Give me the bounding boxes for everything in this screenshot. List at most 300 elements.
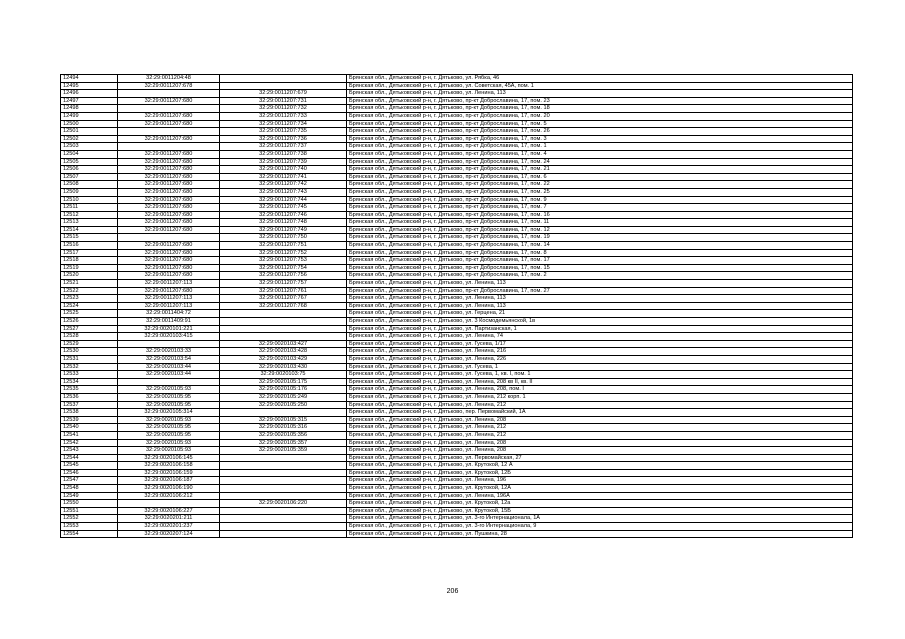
parcel-cadastral-number-cell: [118, 105, 220, 113]
table-row: [61, 477, 853, 485]
table-row: [61, 454, 853, 462]
address-cell: Брянская обл., Дятьковский р-н, г. Дятьково, ул. 3-го Интернационала, 1А: [347, 515, 853, 523]
address-cell: Брянская обл., Дятьковский р-н, г. Дятьково, пр-кт Доброславина, 17, пом. 4: [347, 150, 853, 158]
object-cadastral-number-cell: 32:29:0011207:748: [220, 219, 347, 227]
address-cell: Брянская обл., Дятьковский р-н, г. Дятьково, пр-кт Доброславина, 17, пом. 6: [347, 173, 853, 181]
address-cell: Брянская обл., Дятьковский р-н, г. Дятьково, пр-кт Доброславина, 17, пом. 27: [347, 287, 853, 295]
table-row: [61, 181, 853, 189]
table-row: [61, 325, 853, 333]
address-cell: Брянская обл., Дятьковский р-н, г. Дятьково, ул. Ленина, 208: [347, 447, 853, 455]
row-number-cell: 12551: [61, 507, 118, 515]
table-row: [61, 530, 853, 538]
parcel-cadastral-number-cell: [118, 143, 220, 151]
parcel-cadastral-number-cell: 32:29:0011207:680: [118, 173, 220, 181]
table-row: [61, 287, 853, 295]
object-cadastral-number-cell: 32:29:0011207:749: [220, 226, 347, 234]
row-number-cell: 12522: [61, 287, 118, 295]
parcel-cadastral-number-cell: 32:29:0011207:680: [118, 112, 220, 120]
table-row: [61, 196, 853, 204]
object-cadastral-number-cell: 32:29:0020105:359: [220, 447, 347, 455]
parcel-cadastral-number-cell: 32:29:0020103:33: [118, 348, 220, 356]
table-row: [61, 166, 853, 174]
address-cell: Брянская обл., Дятьковский р-н, г. Дятьково, ул. Гусева, 1: [347, 363, 853, 371]
object-cadastral-number-cell: [220, 318, 347, 326]
row-number-cell: 12535: [61, 386, 118, 394]
row-number-cell: 12532: [61, 363, 118, 371]
row-number-cell: 12544: [61, 454, 118, 462]
row-number-cell: 12545: [61, 462, 118, 470]
address-cell: Брянская обл., Дятьковский р-н, г. Дятьково, ул. Ленина, 113: [347, 302, 853, 310]
object-cadastral-number-cell: 32:29:0020103:428: [220, 348, 347, 356]
row-number-cell: 12515: [61, 234, 118, 242]
address-cell: Брянская обл., Дятьковский р-н, г. Дятьково, ул. Крутокой, 12а: [347, 500, 853, 508]
row-number-cell: 12505: [61, 158, 118, 166]
parcel-cadastral-number-cell: 32:29:0011207:680: [118, 272, 220, 280]
table-row: [61, 264, 853, 272]
parcel-cadastral-number-cell: 32:29:0011207:680: [118, 257, 220, 265]
table-row: [61, 462, 853, 470]
address-cell: Брянская обл., Дятьковский р-н, г. Дятьково, ул. Крутокой, 12А: [347, 485, 853, 493]
object-cadastral-number-cell: 32:29:0020106:220: [220, 500, 347, 508]
table-row: [61, 318, 853, 326]
object-cadastral-number-cell: 32:29:0011207:753: [220, 257, 347, 265]
row-number-cell: 12499: [61, 112, 118, 120]
row-number-cell: 12525: [61, 310, 118, 318]
table-row: [61, 234, 853, 242]
address-cell: Брянская обл., Дятьковский р-н, г. Дятьково, ул. Ленина, 216: [347, 348, 853, 356]
object-cadastral-number-cell: 32:29:0011207:754: [220, 264, 347, 272]
table-row: [61, 371, 853, 379]
object-cadastral-number-cell: 32:29:0011207:751: [220, 242, 347, 250]
parcel-cadastral-number-cell: 32:29:0011207:680: [118, 249, 220, 257]
parcel-cadastral-number-cell: 32:29:0011207:113: [118, 280, 220, 288]
parcel-cadastral-number-cell: 32:29:0011207:680: [118, 120, 220, 128]
row-number-cell: 12549: [61, 492, 118, 500]
parcel-cadastral-number-cell: 32:29:0020103:44: [118, 363, 220, 371]
object-cadastral-number-cell: [220, 82, 347, 90]
object-cadastral-number-cell: [220, 485, 347, 493]
table-row: [61, 416, 853, 424]
table-row: [61, 424, 853, 432]
object-cadastral-number-cell: 32:29:0011207:746: [220, 211, 347, 219]
parcel-cadastral-number-cell: 32:29:0011207:680: [118, 97, 220, 105]
object-cadastral-number-cell: 32:29:0011207:768: [220, 302, 347, 310]
row-number-cell: 12529: [61, 340, 118, 348]
table-row: [61, 280, 853, 288]
table-row: [61, 82, 853, 90]
object-cadastral-number-cell: 32:29:0011207:761: [220, 287, 347, 295]
address-cell: Брянская обл., Дятьковский р-н, г. Дятьково, ул. 3-го Интернационала, 9: [347, 523, 853, 531]
object-cadastral-number-cell: [220, 492, 347, 500]
parcel-cadastral-number-cell: 32:29:0011404:72: [118, 310, 220, 318]
address-cell: Брянская обл., Дятьковский р-н, г. Дятьково, пр-кт Доброславина, 17, пом. 18: [347, 105, 853, 113]
row-number-cell: 12528: [61, 333, 118, 341]
parcel-cadastral-number-cell: 32:29:0020106:187: [118, 477, 220, 485]
table-row: [61, 173, 853, 181]
parcel-cadastral-number-cell: [118, 340, 220, 348]
row-number-cell: 12542: [61, 439, 118, 447]
table-row: [61, 431, 853, 439]
table-row: [61, 355, 853, 363]
parcel-cadastral-number-cell: [118, 500, 220, 508]
table-row: [61, 378, 853, 386]
registry-table: [60, 74, 853, 538]
table-row: [61, 219, 853, 227]
table-row: [61, 75, 853, 83]
table-row: [61, 272, 853, 280]
address-cell: Брянская обл., Дятьковский р-н, г. Дятьково, ул. Ленина, 212: [347, 424, 853, 432]
table-row: [61, 226, 853, 234]
row-number-cell: 12519: [61, 264, 118, 272]
parcel-cadastral-number-cell: 32:29:0020105:314: [118, 409, 220, 417]
object-cadastral-number-cell: 32:29:0011207:752: [220, 249, 347, 257]
address-cell: Брянская обл., Дятьковский р-н, г. Дятьково, пр-кт Доброславина, 17, пом. 14: [347, 242, 853, 250]
parcel-cadastral-number-cell: 32:29:0020106:190: [118, 485, 220, 493]
parcel-cadastral-number-cell: 32:29:0011207:680: [118, 264, 220, 272]
table-row: [61, 386, 853, 394]
parcel-cadastral-number-cell: [118, 234, 220, 242]
parcel-cadastral-number-cell: 32:29:0011204:48: [118, 75, 220, 83]
parcel-cadastral-number-cell: 32:29:0011207:678: [118, 82, 220, 90]
parcel-cadastral-number-cell: 32:29:0011207:680: [118, 226, 220, 234]
row-number-cell: 12513: [61, 219, 118, 227]
table-row: [61, 393, 853, 401]
row-number-cell: 12498: [61, 105, 118, 113]
table-row: [61, 302, 853, 310]
table-row: [61, 150, 853, 158]
object-cadastral-number-cell: 32:29:0011207:743: [220, 188, 347, 196]
address-cell: Брянская обл., Дятьковский р-н, г. Дятьково, пр-кт Доброславина, 17, пом. 24: [347, 158, 853, 166]
object-cadastral-number-cell: [220, 409, 347, 417]
parcel-cadastral-number-cell: 32:29:0020201:211: [118, 515, 220, 523]
row-number-cell: 12520: [61, 272, 118, 280]
address-cell: Брянская обл., Дятьковский р-н, г. Дятьково, пр-кт Доброславина, 17, пом. 12: [347, 226, 853, 234]
row-number-cell: 12550: [61, 500, 118, 508]
parcel-cadastral-number-cell: 32:29:0011207:680: [118, 211, 220, 219]
parcel-cadastral-number-cell: 32:29:0011207:680: [118, 204, 220, 212]
address-cell: Брянская обл., Дятьковский р-н, г. Дятьково, ул. Ленина, 113: [347, 280, 853, 288]
row-number-cell: 12539: [61, 416, 118, 424]
parcel-cadastral-number-cell: 32:29:0020103:44: [118, 371, 220, 379]
parcel-cadastral-number-cell: 32:29:0020105:95: [118, 424, 220, 432]
table-row: [61, 204, 853, 212]
row-number-cell: 12503: [61, 143, 118, 151]
address-cell: Брянская обл., Дятьковский р-н, г. Дятьково, ул. Ленина, 208: [347, 416, 853, 424]
address-cell: Брянская обл., Дятьковский р-н, г. Дятьково, ул. Ленина, 212 корп. 1: [347, 393, 853, 401]
address-cell: Брянская обл., Дятьковский р-н, г. Дятьково, ул. Первомайская, 27: [347, 454, 853, 462]
row-number-cell: 12553: [61, 523, 118, 531]
row-number-cell: 12554: [61, 530, 118, 538]
table-row: [61, 500, 853, 508]
row-number-cell: 12504: [61, 150, 118, 158]
object-cadastral-number-cell: 32:29:0011207:734: [220, 120, 347, 128]
parcel-cadastral-number-cell: 32:29:0011207:680: [118, 181, 220, 189]
table-row: [61, 469, 853, 477]
parcel-cadastral-number-cell: 32:29:0011207:680: [118, 166, 220, 174]
row-number-cell: 12502: [61, 135, 118, 143]
address-cell: Брянская обл., Дятьковский р-н, г. Дятьково, ул. Гусева, 1/17: [347, 340, 853, 348]
address-cell: Брянская обл., Дятьковский р-н, г. Дятьково, пр-кт Доброславина, 17, пом. 8: [347, 249, 853, 257]
parcel-cadastral-number-cell: 32:29:0020106:145: [118, 454, 220, 462]
table-row: [61, 211, 853, 219]
object-cadastral-number-cell: [220, 462, 347, 470]
parcel-cadastral-number-cell: 32:29:0020106:159: [118, 469, 220, 477]
object-cadastral-number-cell: 32:29:0020103:427: [220, 340, 347, 348]
address-cell: Брянская обл., Дятьковский р-н, г. Дятьково, ул. Крутокой, 15Б: [347, 507, 853, 515]
row-number-cell: 12527: [61, 325, 118, 333]
address-cell: Брянская обл., Дятьковский р-н, г. Дятьково, ул. Советская, 45А, пом. 1: [347, 82, 853, 90]
table-row: [61, 485, 853, 493]
parcel-cadastral-number-cell: 32:29:0011207:680: [118, 196, 220, 204]
row-number-cell: 12521: [61, 280, 118, 288]
object-cadastral-number-cell: 32:29:0011207:741: [220, 173, 347, 181]
address-cell: Брянская обл., Дятьковский р-н, г. Дятьково, пр-кт Доброславина, 17, пом. 2: [347, 272, 853, 280]
table-row: [61, 401, 853, 409]
parcel-cadastral-number-cell: 32:29:0011207:680: [118, 219, 220, 227]
table-row: [61, 310, 853, 318]
address-cell: Брянская обл., Дятьковский р-н, г. Дятьково, ул. 3 Космодемьянской, 1в: [347, 318, 853, 326]
parcel-cadastral-number-cell: 32:29:0011207:680: [118, 150, 220, 158]
row-number-cell: 12524: [61, 302, 118, 310]
address-cell: Брянская обл., Дятьковский р-н, г. Дятьково, ул. Партизанская, 1: [347, 325, 853, 333]
parcel-cadastral-number-cell: 32:29:0011207:680: [118, 135, 220, 143]
address-cell: Брянская обл., Дятьковский р-н, г. Дятьково, ул. Крутокой, 12Б: [347, 469, 853, 477]
object-cadastral-number-cell: [220, 530, 347, 538]
table-row: [61, 188, 853, 196]
parcel-cadastral-number-cell: [118, 90, 220, 98]
table-row: [61, 492, 853, 500]
address-cell: Брянская обл., Дятьковский р-н, г. Дятьково, пер. Первомайский, 1А: [347, 409, 853, 417]
row-number-cell: 12552: [61, 515, 118, 523]
address-cell: Брянская обл., Дятьковский р-н, г. Дятьково, пр-кт Доброславина, 17, пом. 21: [347, 166, 853, 174]
address-cell: Брянская обл., Дятьковский р-н, г. Дятьково, ул. Ленина, 113: [347, 90, 853, 98]
row-number-cell: 12494: [61, 75, 118, 83]
address-cell: Брянская обл., Дятьковский р-н, г. Дятьково, пр-кт Доброславина, 17, пом. 5: [347, 120, 853, 128]
object-cadastral-number-cell: 32:29:0020105:175: [220, 378, 347, 386]
parcel-cadastral-number-cell: [118, 378, 220, 386]
registry-table-body: [61, 75, 853, 538]
object-cadastral-number-cell: 32:29:0011207:739: [220, 158, 347, 166]
parcel-cadastral-number-cell: [118, 128, 220, 136]
address-cell: Брянская обл., Дятьковский р-н, г. Дятьково, ул. Ленина, 212: [347, 401, 853, 409]
address-cell: Брянская обл., Дятьковский р-н, г. Дятьково, ул. Ленина, 208: [347, 439, 853, 447]
object-cadastral-number-cell: [220, 325, 347, 333]
address-cell: Брянская обл., Дятьковский р-н, г. Дятьково, пр-кт Доброславина, 17, пом. 22: [347, 181, 853, 189]
address-cell: Брянская обл., Дятьковский р-н, г. Дятьково, ул. Ленина, 212: [347, 431, 853, 439]
table-row: [61, 447, 853, 455]
object-cadastral-number-cell: 32:29:0011207:731: [220, 97, 347, 105]
object-cadastral-number-cell: 32:29:0011207:736: [220, 135, 347, 143]
table-row: [61, 90, 853, 98]
parcel-cadastral-number-cell: 32:29:0020105:95: [118, 401, 220, 409]
object-cadastral-number-cell: 32:29:0011207:750: [220, 234, 347, 242]
address-cell: Брянская обл., Дятьковский р-н, г. Дятьково, ул. Ленина, 196: [347, 477, 853, 485]
address-cell: Брянская обл., Дятьковский р-н, г. Дятьково, ул. Крутокой, 12 А: [347, 462, 853, 470]
object-cadastral-number-cell: [220, 333, 347, 341]
parcel-cadastral-number-cell: 32:29:0020201:237: [118, 523, 220, 531]
parcel-cadastral-number-cell: 32:29:0011207:680: [118, 287, 220, 295]
row-number-cell: 12538: [61, 409, 118, 417]
object-cadastral-number-cell: 32:29:0011207:740: [220, 166, 347, 174]
object-cadastral-number-cell: 32:29:0011207:737: [220, 143, 347, 151]
address-cell: Брянская обл., Дятьковский р-н, г. Дятьково, пр-кт Доброславина, 17, пом. 9: [347, 196, 853, 204]
row-number-cell: 12507: [61, 173, 118, 181]
address-cell: Брянская обл., Дятьковский р-н, г. Дятьково, ул. Ленина, 208, пом. I: [347, 386, 853, 394]
row-number-cell: 12534: [61, 378, 118, 386]
object-cadastral-number-cell: 32:29:0020105:250: [220, 401, 347, 409]
object-cadastral-number-cell: 32:29:0020105:249: [220, 393, 347, 401]
object-cadastral-number-cell: 32:29:0011207:733: [220, 112, 347, 120]
parcel-cadastral-number-cell: 32:29:0020105:93: [118, 386, 220, 394]
object-cadastral-number-cell: [220, 507, 347, 515]
object-cadastral-number-cell: 32:29:0011207:742: [220, 181, 347, 189]
row-number-cell: 12543: [61, 447, 118, 455]
object-cadastral-number-cell: [220, 75, 347, 83]
table-row: [61, 340, 853, 348]
object-cadastral-number-cell: [220, 477, 347, 485]
address-cell: Брянская обл., Дятьковский р-н, г. Дятьково, пр-кт Доброславина, 17, пом. 23: [347, 97, 853, 105]
table-row: [61, 439, 853, 447]
object-cadastral-number-cell: [220, 310, 347, 318]
table-row: [61, 135, 853, 143]
object-cadastral-number-cell: 32:29:0020105:315: [220, 416, 347, 424]
row-number-cell: 12516: [61, 242, 118, 250]
parcel-cadastral-number-cell: 32:29:0020106:158: [118, 462, 220, 470]
object-cadastral-number-cell: 32:29:0020105:176: [220, 386, 347, 394]
object-cadastral-number-cell: 32:29:0011207:767: [220, 295, 347, 303]
parcel-cadastral-number-cell: 32:29:0020105:93: [118, 439, 220, 447]
row-number-cell: 12512: [61, 211, 118, 219]
table-row: [61, 363, 853, 371]
table-row: [61, 333, 853, 341]
parcel-cadastral-number-cell: 32:29:0020101:221: [118, 325, 220, 333]
row-number-cell: 12547: [61, 477, 118, 485]
address-cell: Брянская обл., Дятьковский р-н, г. Дятьково, ул. Ленина, 113: [347, 295, 853, 303]
parcel-cadastral-number-cell: 32:29:0020103:415: [118, 333, 220, 341]
address-cell: Брянская обл., Дятьковский р-н, г. Дятьково, ул. Ленина, 196А: [347, 492, 853, 500]
row-number-cell: 12531: [61, 355, 118, 363]
row-number-cell: 12541: [61, 431, 118, 439]
parcel-cadastral-number-cell: 32:29:0011207:680: [118, 188, 220, 196]
object-cadastral-number-cell: 32:29:0011207:679: [220, 90, 347, 98]
row-number-cell: 12495: [61, 82, 118, 90]
table-row: [61, 120, 853, 128]
address-cell: Брянская обл., Дятьковский р-н, г. Дятьково, ул. Ленина, 208 кв II, кв. II: [347, 378, 853, 386]
object-cadastral-number-cell: 32:29:0011207:735: [220, 128, 347, 136]
page-number: 206: [446, 588, 459, 595]
parcel-cadastral-number-cell: 32:29:0020106:212: [118, 492, 220, 500]
address-cell: Брянская обл., Дятьковский р-н, г. Дятьково, ул. Герцена, 21: [347, 310, 853, 318]
table-row: [61, 97, 853, 105]
row-number-cell: 12511: [61, 204, 118, 212]
row-number-cell: 12509: [61, 188, 118, 196]
row-number-cell: 12523: [61, 295, 118, 303]
object-cadastral-number-cell: 32:29:0020105:316: [220, 424, 347, 432]
parcel-cadastral-number-cell: 32:29:0011207:113: [118, 302, 220, 310]
object-cadastral-number-cell: [220, 454, 347, 462]
row-number-cell: 12530: [61, 348, 118, 356]
object-cadastral-number-cell: [220, 515, 347, 523]
table-row: [61, 105, 853, 113]
object-cadastral-number-cell: 32:29:0020103:429: [220, 355, 347, 363]
parcel-cadastral-number-cell: 32:29:0020105:93: [118, 447, 220, 455]
row-number-cell: 12546: [61, 469, 118, 477]
address-cell: Брянская обл., Дятьковский р-н, г. Дятьково, пр-кт Доброславина, 17, пом. 20: [347, 112, 853, 120]
object-cadastral-number-cell: [220, 523, 347, 531]
address-cell: Брянская обл., Дятьковский р-н, г. Дятьково, пр-кт Доброславина, 17, пом. 16: [347, 211, 853, 219]
parcel-cadastral-number-cell: 32:29:0011207:113: [118, 295, 220, 303]
table-row: [61, 242, 853, 250]
row-number-cell: 12501: [61, 128, 118, 136]
row-number-cell: 12517: [61, 249, 118, 257]
parcel-cadastral-number-cell: 32:29:0011207:680: [118, 242, 220, 250]
object-cadastral-number-cell: 32:29:0011207:757: [220, 280, 347, 288]
object-cadastral-number-cell: 32:29:0011207:745: [220, 204, 347, 212]
table-row: [61, 295, 853, 303]
object-cadastral-number-cell: 32:29:0011207:738: [220, 150, 347, 158]
row-number-cell: 12497: [61, 97, 118, 105]
object-cadastral-number-cell: 32:29:0020103:430: [220, 363, 347, 371]
object-cadastral-number-cell: 32:29:0011207:732: [220, 105, 347, 113]
parcel-cadastral-number-cell: 32:29:0020105:93: [118, 416, 220, 424]
row-number-cell: 12500: [61, 120, 118, 128]
table-row: [61, 249, 853, 257]
table-row: [61, 507, 853, 515]
row-number-cell: 12510: [61, 196, 118, 204]
address-cell: Брянская обл., Дятьковский р-н, г. Дятьково, пр-кт Доброславина, 17, пом. 15: [347, 264, 853, 272]
table-row: [61, 515, 853, 523]
parcel-cadastral-number-cell: 32:29:0020207:124: [118, 530, 220, 538]
address-cell: Брянская обл., Дятьковский р-н, г. Дятьково, пр-кт Доброславина, 17, пом. 1: [347, 143, 853, 151]
address-cell: Брянская обл., Дятьковский р-н, г. Дятьково, ул. Ленина, 74: [347, 333, 853, 341]
address-cell: Брянская обл., Дятьковский р-н, г. Дятьково, пр-кт Доброславина, 17, пом. 19: [347, 234, 853, 242]
address-cell: Брянская обл., Дятьковский р-н, г. Дятьково, ул. Ленина, 226: [347, 355, 853, 363]
table-row: [61, 523, 853, 531]
table-row: [61, 257, 853, 265]
address-cell: Брянская обл., Дятьковский р-н, г. Дятьково, ул. Пушкина, 28: [347, 530, 853, 538]
object-cadastral-number-cell: 32:29:0011207:756: [220, 272, 347, 280]
address-cell: Брянская обл., Дятьковский р-н, г. Дятьково, пр-кт Доброславина, 17, пом. 25: [347, 188, 853, 196]
address-cell: Брянская обл., Дятьковский р-н, г. Дятьково, ул. Гусева, 1, кв. I, пом. 1: [347, 371, 853, 379]
address-cell: Брянская обл., Дятьковский р-н, г. Дятьково, пр-кт Доброславина, 17, пом. 3: [347, 135, 853, 143]
row-number-cell: 12506: [61, 166, 118, 174]
row-number-cell: 12508: [61, 181, 118, 189]
object-cadastral-number-cell: 32:29:0020105:357: [220, 439, 347, 447]
object-cadastral-number-cell: 32:29:0011207:744: [220, 196, 347, 204]
parcel-cadastral-number-cell: 32:29:0020106:227: [118, 507, 220, 515]
parcel-cadastral-number-cell: 32:29:0020103:54: [118, 355, 220, 363]
row-number-cell: 12533: [61, 371, 118, 379]
row-number-cell: 12536: [61, 393, 118, 401]
table-row: [61, 143, 853, 151]
object-cadastral-number-cell: [220, 469, 347, 477]
object-cadastral-number-cell: 32:29:0020105:356: [220, 431, 347, 439]
table-row: [61, 348, 853, 356]
table-row: [61, 112, 853, 120]
address-cell: Брянская обл., Дятьковский р-н, г. Дятьково, ул. Рябка, 46: [347, 75, 853, 83]
row-number-cell: 12537: [61, 401, 118, 409]
table-row: [61, 128, 853, 136]
row-number-cell: 12496: [61, 90, 118, 98]
row-number-cell: 12540: [61, 424, 118, 432]
address-cell: Брянская обл., Дятьковский р-н, г. Дятьково, пр-кт Доброславина, 17, пом. 17: [347, 257, 853, 265]
object-cadastral-number-cell: 32:29:0020103:75: [220, 371, 347, 379]
table-row: [61, 409, 853, 417]
row-number-cell: 12518: [61, 257, 118, 265]
table-row: [61, 158, 853, 166]
address-cell: Брянская обл., Дятьковский р-н, г. Дятьково, пр-кт Доброславина, 17, пом. 26: [347, 128, 853, 136]
address-cell: Брянская обл., Дятьковский р-н, г. Дятьково, пр-кт Доброславина, 17, пом. 11: [347, 219, 853, 227]
